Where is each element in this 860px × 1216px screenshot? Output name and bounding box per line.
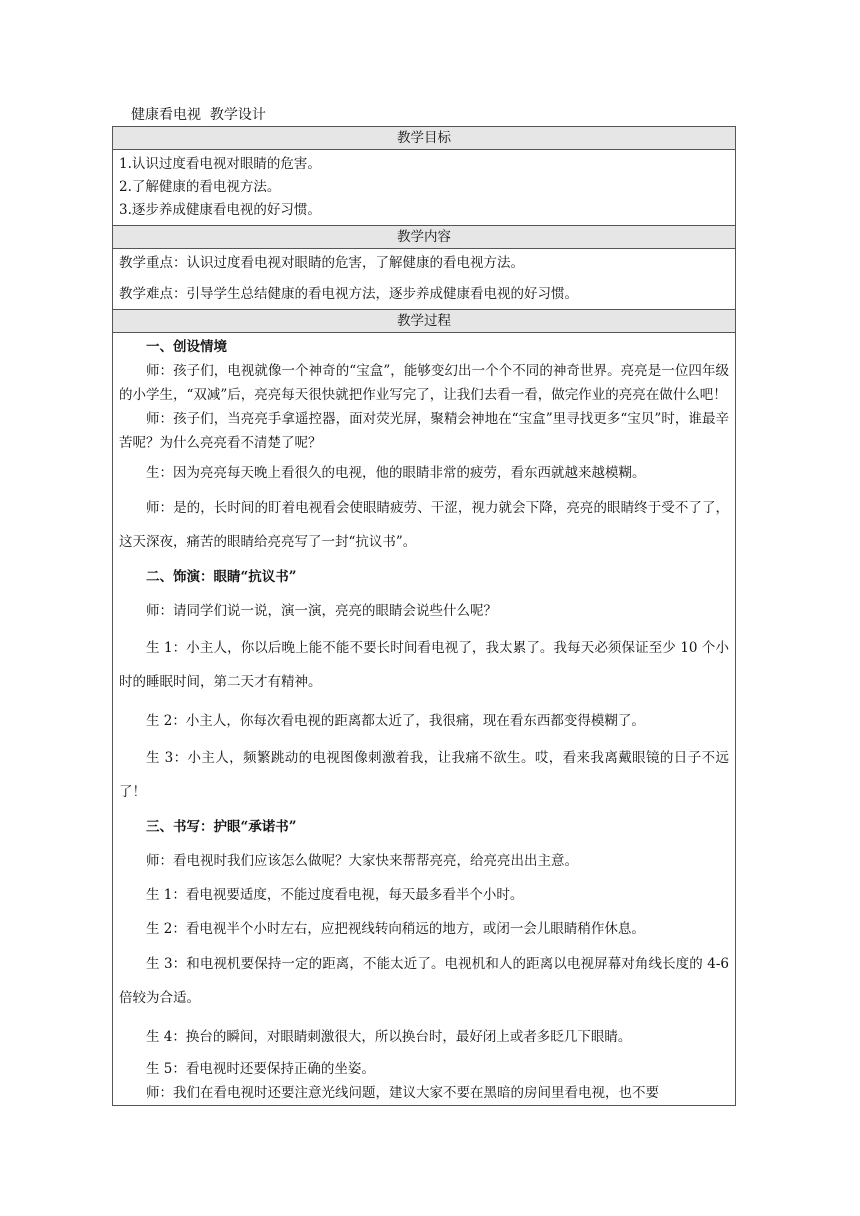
section-heading-2: 二、饰演：眼睛“抗议书” <box>146 569 297 585</box>
key-point: 教学重点：认识过度看电视对眼睛的危害，了解健康的看电视方法。 <box>119 255 524 271</box>
goals-cell <box>113 150 735 225</box>
paragraph: 生 3：和电视机要保持一定的距离，不能太近了。电视机和人的距离以电视屏幕对角线长度的 4-6 倍较为合适。 <box>119 956 729 1006</box>
paragraph: 生 3：小主人，频繁跳动的电视图像刺激着我，让我痛不欲生。哎，看来我离戴眼镜的日子不远了！ <box>119 750 729 800</box>
paragraph: 生 2：看电视半个小时左右，应把视线转向稍远的地方，或闭一会儿眼睛稍作休息。 <box>146 921 645 937</box>
paragraph: 生 2：小主人，你每次看电视的距离都太近了，我很痛，现在看东西都变得模糊了。 <box>146 713 645 729</box>
paragraph: 生：因为亮亮每天晚上看很久的电视，他的眼睛非常的疲劳，看东西就越来越模糊。 <box>146 465 646 481</box>
section-heading-3: 三、书写：护眼“承诺书” <box>146 819 297 835</box>
goal-item: 2.了解健康的看电视方法。 <box>119 179 281 195</box>
paragraph: 师：我们在看电视时还要注意光线问题，建议大家不要在黑暗的房间里看电视，也不要 <box>146 1085 659 1101</box>
paragraph: 生 1：看电视要适度，不能过度看电视，每天最多看半个小时。 <box>146 887 524 903</box>
paragraph: 师：孩子们，电视就像一个神奇的“宝盒”，能够变幻出一个个不同的神奇世界。亮亮是一位四年级的小学生，“双减”后，亮亮每天很快就把作业写完了，让我们去看一看，做完作业的亮亮在做什么吧！ <box>119 363 729 403</box>
difficult-point: 教学难点：引导学生总结健康的看电视方法，逐步养成健康看电视的好习惯。 <box>119 286 578 302</box>
paragraph: 生 5：看电视时还要保持正确的坐姿。 <box>146 1061 375 1077</box>
process-cell <box>113 333 735 1105</box>
document-title: 健康看电视 教学设计 <box>131 107 266 123</box>
goal-item: 1.认识过度看电视对眼睛的危害。 <box>119 156 321 172</box>
content-header: 教学内容 <box>113 225 735 249</box>
goal-item: 3.逐步养成健康看电视的好习惯。 <box>119 202 321 218</box>
lesson-plan-table <box>112 126 736 1106</box>
paragraph: 师：请同学们说一说，演一演，亮亮的眼睛会说些什么呢？ <box>146 603 497 619</box>
content-cell <box>113 249 735 309</box>
section-heading-1: 一、创设情境 <box>146 339 227 355</box>
goals-header: 教学目标 <box>113 127 735 150</box>
paragraph: 师：看电视时我们应该怎么做呢？大家快来帮帮亮亮，给亮亮出出主意。 <box>146 853 578 869</box>
paragraph: 师：孩子们，当亮亮手拿遥控器，面对荧光屏，聚精会神地在“宝盒”里寻找更多“宝贝”时，谁最辛苦呢？为什么亮亮看不清楚了呢？ <box>119 411 729 451</box>
paragraph: 生 1：小主人，你以后晚上能不能不要长时间看电视了，我太累了。我每天必须保证至少 10 个小时的睡眠时间，第二天才有精神。 <box>119 640 729 690</box>
paragraph: 师：是的，长时间的盯着电视看会使眼睛疲劳、干涩，视力就会下降，亮亮的眼睛终于受不了了，这天深夜，痛苦的眼睛给亮亮写了一封“抗议书”。 <box>119 500 729 550</box>
paragraph: 生 4：换台的瞬间，对眼睛刺激很大，所以换台时，最好闭上或者多眨几下眼睛。 <box>146 1029 632 1045</box>
process-header: 教学过程 <box>113 309 735 333</box>
